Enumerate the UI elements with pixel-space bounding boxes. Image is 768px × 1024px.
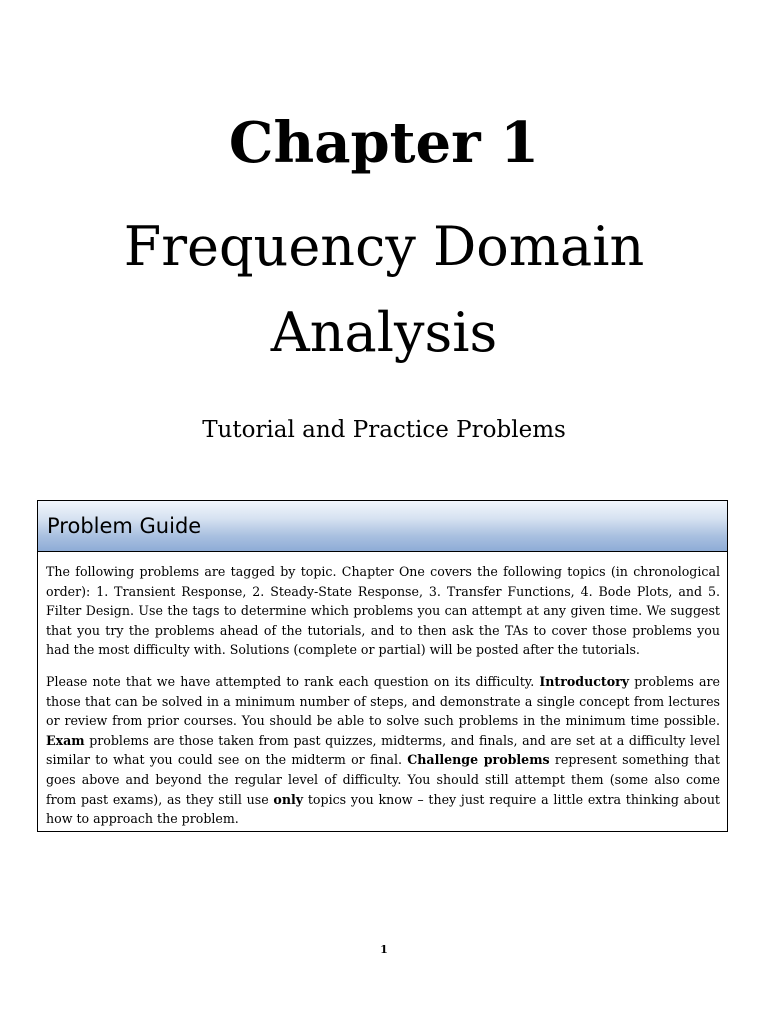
problem-guide-body — [38, 552, 727, 829]
chapter-title-line-2: Analysis — [270, 301, 498, 364]
guide-text: topics you know – they just require a little extra thinking about how to approach the problem. — [46, 791, 720, 827]
chapter-title-line-1: Frequency Domain — [123, 215, 645, 278]
problem-guide-header — [38, 501, 727, 552]
problem-guide-heading: Problem Guide — [47, 514, 202, 538]
page-number: 1 — [380, 943, 388, 956]
only-emphasis: only — [273, 791, 304, 807]
exam-term: Exam — [46, 732, 85, 748]
chapter-subtitle: Tutorial and Practice Problems — [202, 417, 566, 443]
guide-text: problems are those taken from past quizzes, midterms, and finals, and are set at a difficulty level similar to what you could see on the midterm or final. — [46, 732, 720, 768]
guide-text: problems are those that can be solved in a minimum number of steps, and demonstrate a single concept from lectures or review from prior courses. You should be able to solve such problems in the minimum time possible. — [46, 673, 720, 729]
introductory-term: Introductory — [539, 673, 630, 689]
guide-paragraph-2 — [46, 672, 720, 829]
guide-text: Please note that we have attempted to rank each question on its difficulty. — [46, 673, 540, 689]
challenge-term: Challenge problems — [407, 752, 550, 768]
chapter-title — [0, 204, 768, 376]
problem-guide-box — [37, 500, 728, 832]
chapter-label: Chapter 1 — [228, 110, 540, 176]
guide-text: represent something that goes above and beyond the regular level of difficulty. You should still attempt them (some also come from past exams), as they still use — [46, 752, 720, 807]
guide-paragraph-1: The following problems are tagged by topic. Chapter One covers the following topics (in chronological order): 1. Transient Response, 2. Steady-State Response, 3. Transfer Functions, 4. Bode Plots, and 5. Filter Design. Use the tags to determine which problems you can attempt at any given time. We suggest that you try the problems ahead of the tutorials, and to then ask the TAs to cover those problems you had the most difficulty with. Solutions (complete or partial) will be posted after the tutorials. — [46, 564, 720, 658]
